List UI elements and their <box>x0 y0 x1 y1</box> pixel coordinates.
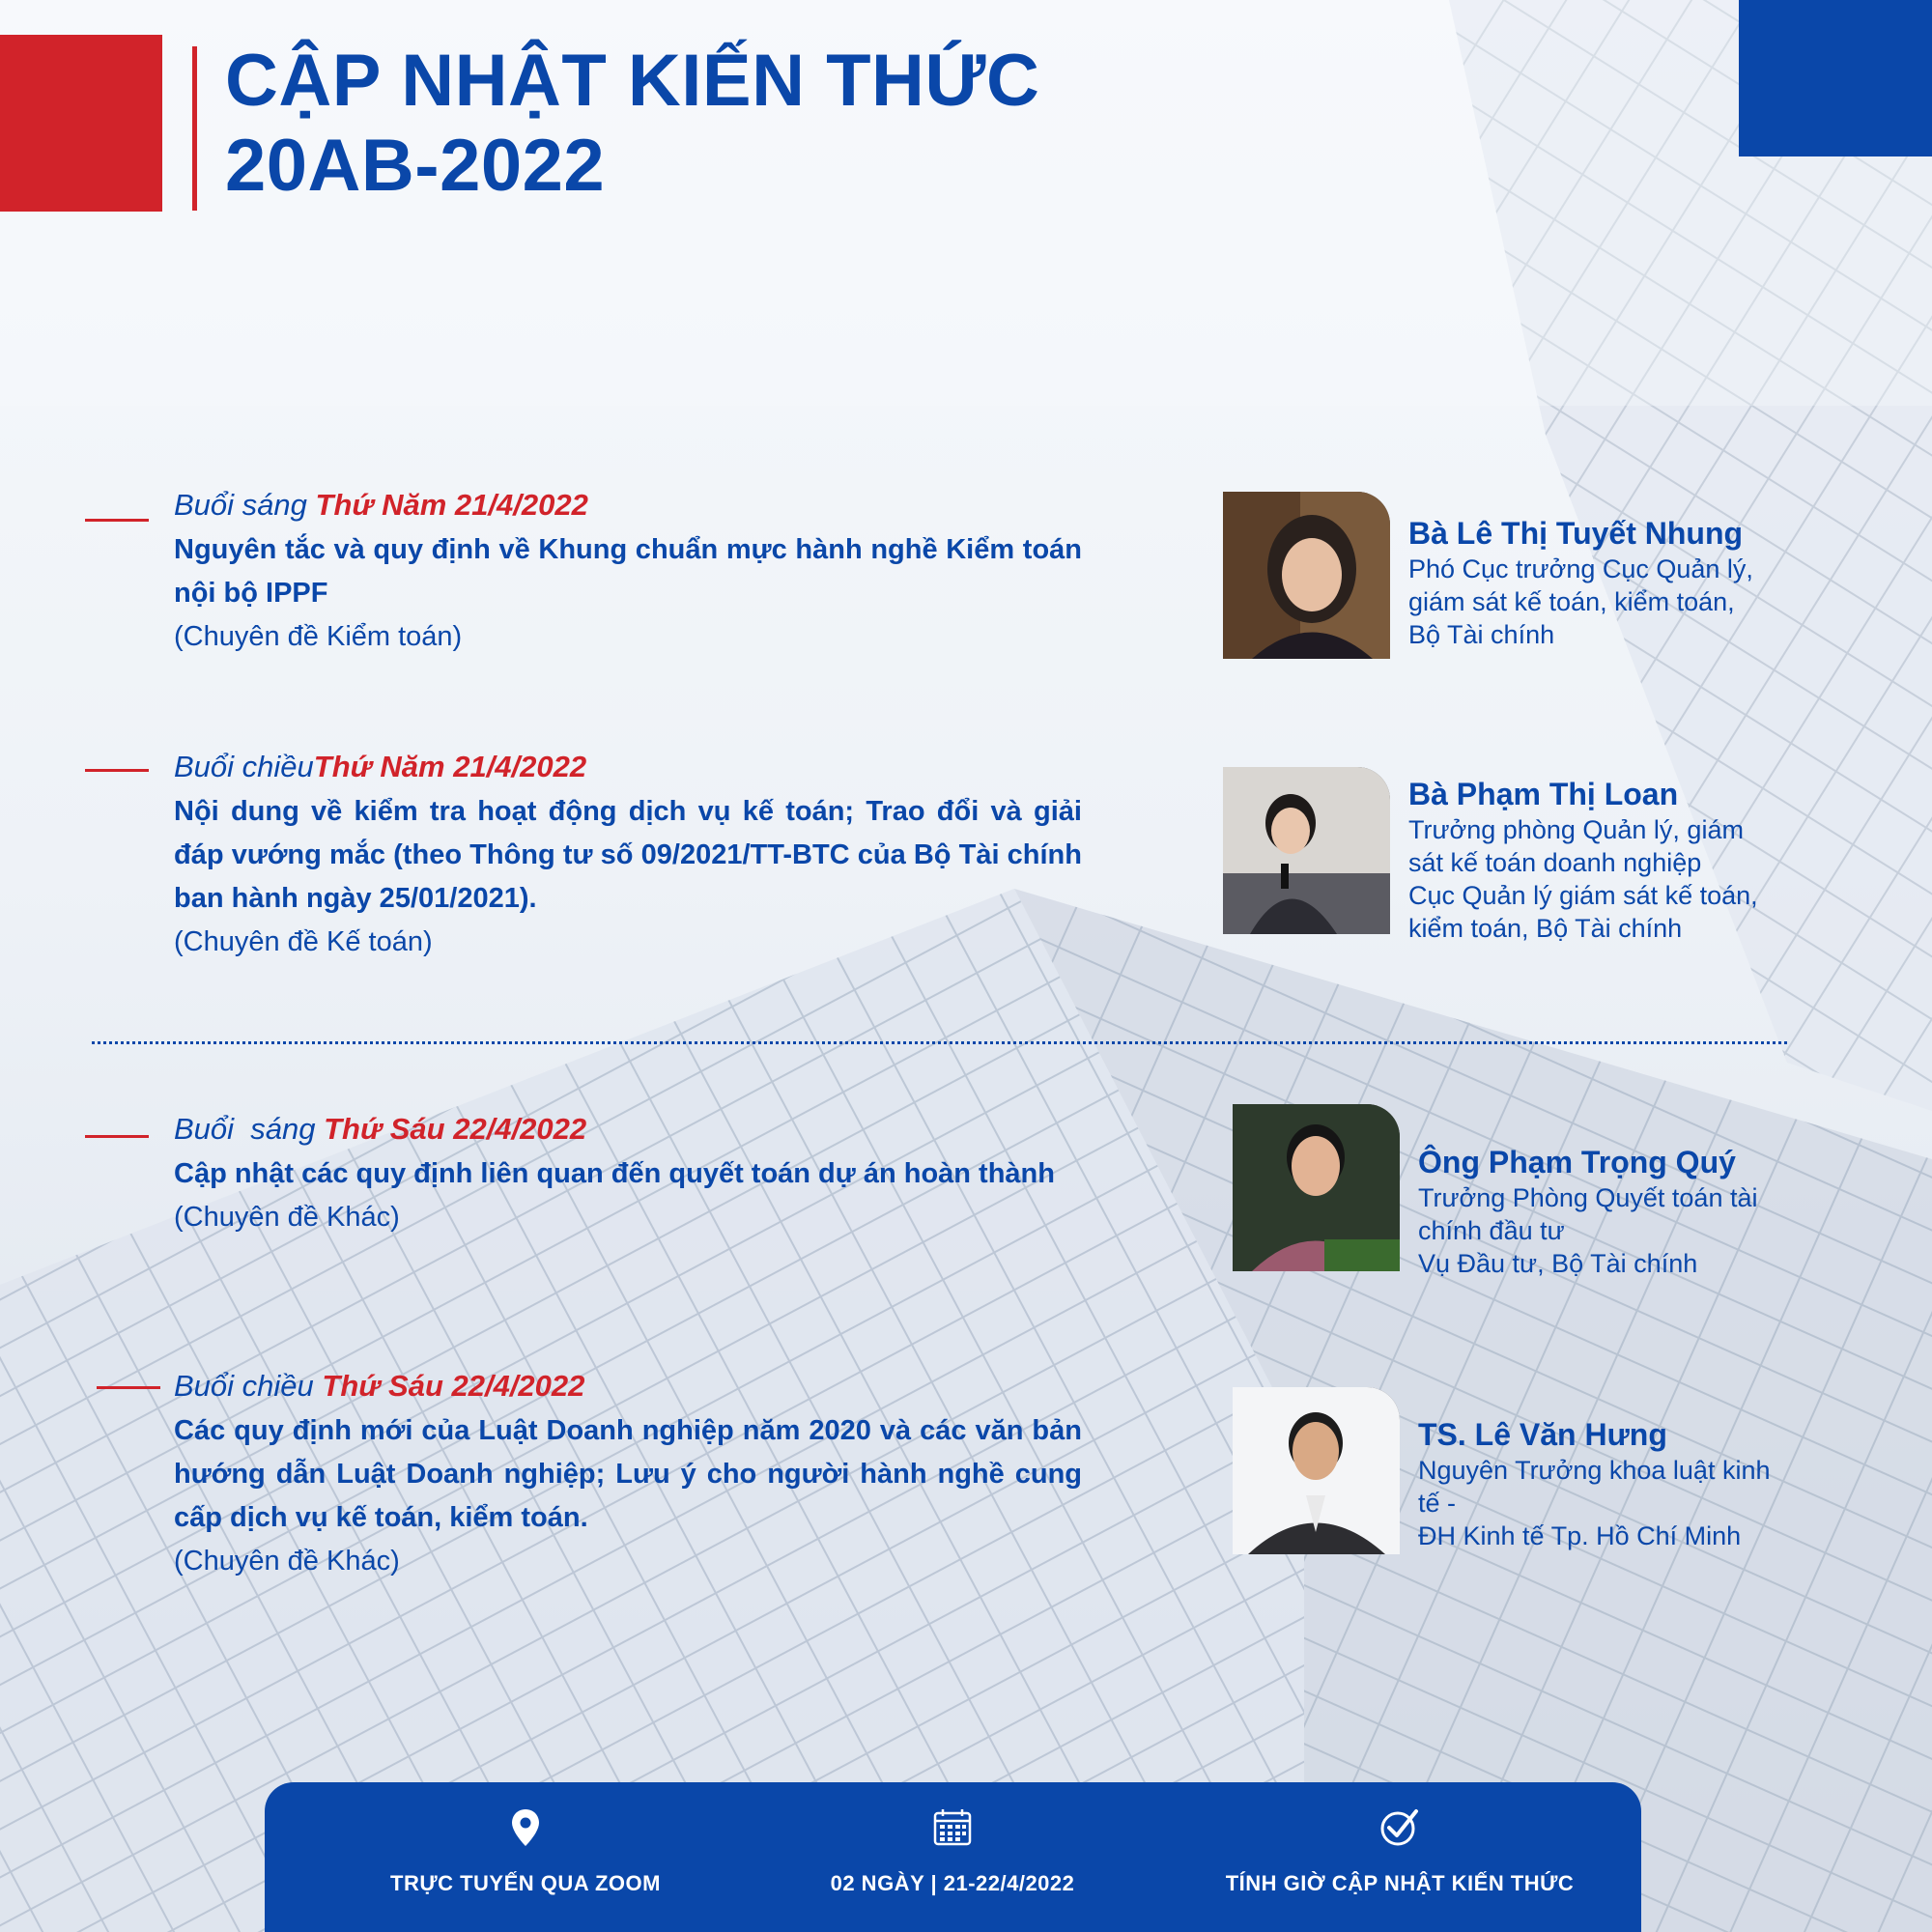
session-category: (Chuyên đề Kế toán) <box>174 926 433 957</box>
speaker-role-line: Nguyên Trưởng khoa luật kinh <box>1418 1456 1771 1485</box>
session-time <box>174 1110 1082 1149</box>
speaker-photo <box>1233 1387 1400 1554</box>
session-time <box>174 748 1082 786</box>
speaker-role-line: Cục Quản lý giám sát kế toán, <box>1408 881 1758 910</box>
location-pin-icon <box>503 1805 548 1850</box>
section-divider <box>92 1041 1787 1044</box>
speaker-1 <box>1408 514 1785 651</box>
speaker-role-line: Trưởng phòng Quản lý, giám <box>1408 815 1744 844</box>
speaker-role-line: Bộ Tài chính <box>1408 620 1555 649</box>
session-topic: Cập nhật các quy định liên quan đến quyết toán dự án hoàn thành <box>174 1158 1055 1189</box>
page-title <box>225 39 1039 209</box>
session-topic: Nội dung về kiểm tra hoạt động dịch vụ kế toán; Trao đổi và giải đáp vướng mắc (theo Thông tư số 09/2021/TT-BTC của Bộ Tài chính ban hành ngày 25/01/2021). <box>174 796 1082 914</box>
session-topic: Các quy định mới của Luật Doanh nghiệp năm 2020 và các văn bản hướng dẫn Luật Doanh nghiệp; Lưu ý cho người hành nghề cung cấp dịch vụ kế toán, kiểm toán. <box>174 1415 1082 1533</box>
session-dash <box>85 769 149 772</box>
session-dash <box>85 519 149 522</box>
footer-label: 02 NGÀY | 21-22/4/2022 <box>830 1871 1075 1895</box>
footer-bar <box>265 1782 1641 1932</box>
speaker-role-line: Vụ Đầu tư, Bộ Tài chính <box>1418 1249 1698 1278</box>
session-category: (Chuyên đề Khác) <box>174 1202 400 1233</box>
session-period: Buổi sáng <box>174 1112 316 1146</box>
calendar-icon <box>930 1805 975 1850</box>
speaker-name: Bà Lê Thị Tuyết Nhung <box>1408 516 1744 551</box>
speaker-role-line: ĐH Kinh tế Tp. Hồ Chí Minh <box>1418 1521 1742 1550</box>
session-4 <box>174 1367 1082 1582</box>
speaker-4 <box>1418 1415 1795 1552</box>
speaker-photo <box>1223 492 1390 659</box>
checkmark-circle-icon <box>1378 1805 1422 1850</box>
speaker-name: Ông Phạm Trọng Quý <box>1418 1145 1736 1179</box>
session-category: (Chuyên đề Kiểm toán) <box>174 621 463 652</box>
session-period: Buổi chiều <box>174 750 314 783</box>
session-period: Buổi sáng <box>174 488 307 522</box>
session-3 <box>174 1110 1082 1238</box>
speaker-2 <box>1408 775 1785 945</box>
red-accent-block <box>0 35 162 212</box>
speaker-role-line: chính đầu tư <box>1418 1216 1565 1245</box>
session-dash <box>85 1135 149 1138</box>
speaker-role-line: Phó Cục trưởng Cục Quản lý, <box>1408 554 1753 583</box>
session-day: Thứ Năm 21/4/2022 <box>313 750 587 783</box>
speaker-name: Bà Phạm Thị Loan <box>1408 777 1679 811</box>
footer-label: TRỰC TUYẾN QUA ZOOM <box>390 1871 661 1895</box>
speaker-role-line: Trưởng Phòng Quyết toán tài <box>1418 1183 1758 1212</box>
session-day: Thứ Sáu 22/4/2022 <box>324 1112 587 1146</box>
blue-accent-block <box>1739 0 1932 156</box>
title-line-2: 20AB-2022 <box>225 125 606 207</box>
session-day: Thứ Sáu 22/4/2022 <box>322 1369 585 1403</box>
session-time <box>174 486 1082 525</box>
footer-label: TÍNH GIỜ CẬP NHẬT KIẾN THỨC <box>1225 1871 1575 1895</box>
speaker-name: TS. Lê Văn Hưng <box>1418 1417 1667 1452</box>
session-day: Thứ Năm 21/4/2022 <box>315 488 588 522</box>
speaker-role-line: kiểm toán, Bộ Tài chính <box>1408 914 1683 943</box>
session-time <box>174 1367 1082 1406</box>
speaker-photo <box>1233 1104 1400 1271</box>
session-topic: Nguyên tắc và quy định về Khung chuẩn mực hành nghề Kiểm toán nội bộ IPPF <box>174 534 1082 609</box>
speaker-role-line: tế - <box>1418 1489 1457 1518</box>
session-period: Buổi chiều <box>174 1369 314 1403</box>
speaker-photo <box>1223 767 1390 934</box>
title-line-1: CẬP NHẬT KIẾN THỨC <box>225 40 1040 122</box>
red-accent-line <box>192 46 197 211</box>
session-category: (Chuyên đề Khác) <box>174 1546 400 1577</box>
session-1 <box>174 486 1082 658</box>
session-2 <box>174 748 1082 963</box>
speaker-role-line: giám sát kế toán, kiểm toán, <box>1408 587 1735 616</box>
speaker-3 <box>1418 1143 1795 1280</box>
speaker-role-line: sát kế toán doanh nghiệp <box>1408 848 1702 877</box>
session-dash <box>97 1386 160 1389</box>
